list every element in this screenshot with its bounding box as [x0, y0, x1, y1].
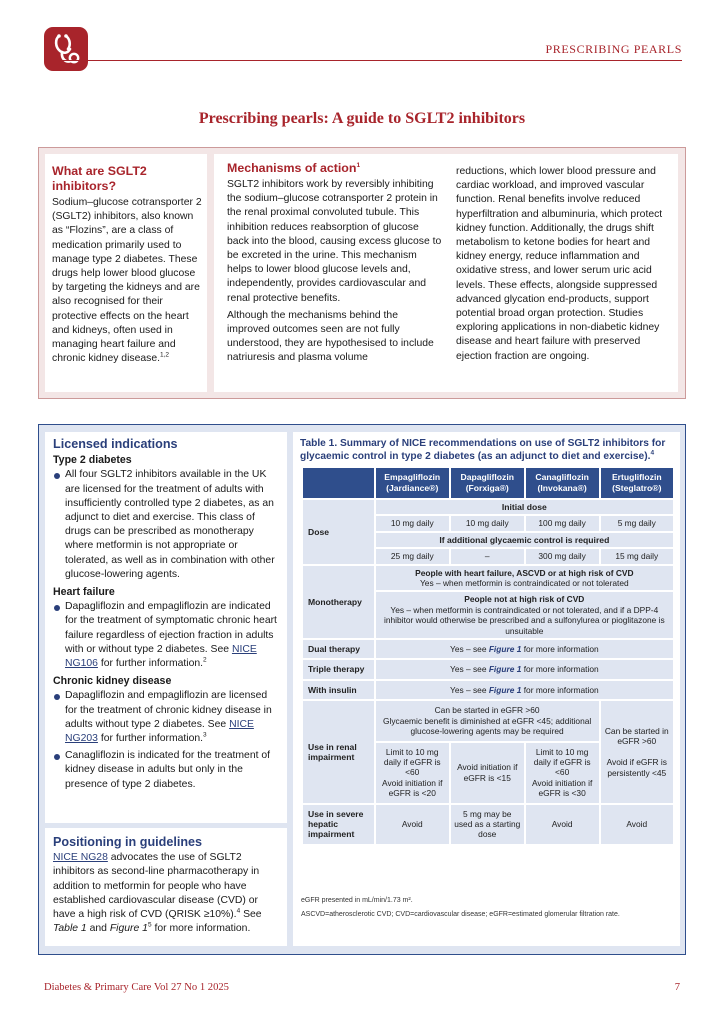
mechanisms-p2-right: reductions, which lower blood pressure and cardiac workload, and improved vascular function. Renal benefits involve reduced hyperfiltration and albuminuria, which protect kidney function. Additionally, the drugs shift metabolism to ketone bodies for heart and kidney energy, reduce inflammation and oxidative stress, and lower serum uric acid levels. These effects, alongside suppressed advanced glycation end-products, support potential broad organ protection. Studies exploring applications in non-diabetic kidney disease and heart failure with preserved ejection fraction are ongoing. [456, 166, 663, 362]
table-footnote-units: eGFR presented in mL/min/1.73 m². [301, 897, 413, 904]
column-header: Ertugliflozin (Steglatro®) [601, 468, 673, 498]
table-row [303, 566, 673, 591]
positioning-text: NICE NG28 advocates the use of SGLT2 inhibitors as second-line pharmacotherapy in addition to metformin for people who have established cardiovascular disease (CVD) or have a high risk of CVD (QRISK ≥10%).$^4$ See Table 1 and Figure $1^5$ for more information. [53, 852, 262, 935]
column-header: Canagliflozin (Invokana®) [526, 468, 599, 498]
mechanisms-text-right [456, 165, 672, 389]
nice-table [301, 466, 675, 846]
mechanisms-column-1 [227, 161, 443, 176]
nice-ng28-link[interactable]: NICE NG28 [53, 852, 108, 864]
table-cell: Can be started in eGFR >60 Glycaemic benefit is diminished at eGFR <45; additional glucose-lowering agents may be required [376, 701, 599, 740]
running-header: PRESCRIBING PEARLS [545, 42, 682, 56]
row-label-monotherapy: Monotherapy [303, 566, 374, 638]
bullet-icon [54, 754, 60, 760]
table-cell: Yes – see Figure 1 for more information [376, 660, 673, 678]
table-cell: 5 mg may be used as a starting dose [451, 805, 524, 844]
page-number: 7 [674, 982, 680, 993]
table-cell: Avoid [601, 805, 673, 844]
row-label-dose: Dose [303, 500, 374, 564]
table-cell: – [451, 549, 524, 563]
what-are-text: Sodium–glucose cotransporter 2 (SGLT2) inhibitors, also known as “Flozins”, are a class of medication primarily used to manage type 2 diabetes. These drugs help lower blood glucose by targeting the kidneys and are also recognised for their protective effects on the heart and kidneys, often used in managing heart failure and chronic kidney disease.$^{1,2}$ [52, 197, 202, 365]
journal-footer: Diabetes & Primary Care Vol 27 No 1 2025 [44, 982, 229, 993]
table-header-row [303, 468, 673, 498]
licensed-section [53, 437, 281, 795]
what-are-section [52, 164, 202, 366]
table-corner [303, 468, 374, 498]
table-cell: Limit to 10 mg daily if eGFR is <60 Avoid initiation if eGFR is <20 [376, 743, 449, 803]
row-label-hepatic: Use in severe hepatic impairment [303, 805, 374, 844]
column-header: Empagliflozin (Jardiance®) [376, 468, 449, 498]
list-item: Dapagliflozin and empagliflozin are licensed for the treatment of chronic kidney disease in adults without type 2 diabetes. See NICE NG203 for further information.$^3$ [53, 689, 281, 746]
table-cell: 10 mg daily [451, 516, 524, 530]
positioning-heading: Positioning in guidelines [53, 835, 203, 849]
table-row [303, 681, 673, 699]
table-row [303, 660, 673, 678]
header-divider [44, 60, 682, 61]
table-row [303, 805, 673, 844]
table-title: Table 1. Summary of NICE recommendations on use of SGLT2 inhibitors for glycaemic control in type 2 diabetes (as an adjunct to diet and exercise).$^4$ [300, 438, 666, 462]
nice-ng203-link[interactable]: NICE NG203 [65, 718, 254, 745]
bullet-icon [54, 694, 60, 700]
positioning-section [53, 835, 281, 936]
table-cell: Yes – see Figure 1 for more information [376, 640, 673, 658]
bullet-icon [54, 605, 60, 611]
ckd-list [53, 689, 281, 791]
nice-ng106-link[interactable]: NICE NG106 [65, 643, 257, 670]
table-cell: Can be started in eGFR >60 Avoid if eGFR is persistently <45 [601, 701, 673, 802]
additional-dose-label: If additional glycaemic control is required [376, 533, 673, 547]
table-cell: Avoid [376, 805, 449, 844]
mechanisms-p2-left: Although the mechanisms behind the improved outcomes seen are not fully understood, they are hypothesised to include natriuresis and plasma volume [227, 309, 434, 364]
table-footnote-abbreviations: ASCVD=atherosclerotic CVD; CVD=cardiovascular disease; eGFR=estimated glomerular filtration rate. [301, 911, 620, 918]
table-cell: Yes – see Figure 1 for more information [376, 681, 673, 699]
hf-list [53, 600, 281, 671]
list-item: All four SGLT2 inhibitors available in the UK are licensed for the treatment of adults with insufficiently controlled type 2 diabetes, as an adjunct to diet and exercise. This class of drugs can be prescribed as monotherapy where metformin is not appropriate or tolerated, as well as in combination with other glucose-lowering agents. [53, 468, 281, 582]
initial-dose-label: Initial dose [376, 500, 673, 514]
ckd-heading: Chronic kidney disease [53, 675, 172, 688]
mechanisms-text-left: SGLT2 inhibitors work by reversibly inhibiting the sodium–glucose cotransporter 2 protein in the renal proximal convoluted tubule. This inhibition reduces reabsorption of glucose back into the blood, causing excess glucose to be excreted in the urine. This mechanism helps to lower blood glucose levels and, independently, provides cardiovascular and renal protective benefits. Although the mechanisms behind the improved outcomes seen are not fully understood, they are hypothesised to include natriuresis and plasma volume [227, 178, 443, 389]
table-cell: 10 mg daily [376, 516, 449, 530]
table-cell: Avoid [526, 805, 599, 844]
t2d-list [53, 468, 281, 582]
bullet-icon [54, 473, 60, 479]
table-cell: 15 mg daily [601, 549, 673, 563]
table-cell: 100 mg daily [526, 516, 599, 530]
list-item: Canagliflozin is indicated for the treatment of kidney disease in adults but only in the presence of type 2 diabetes. [53, 749, 281, 792]
table-cell: 25 mg daily [376, 549, 449, 563]
row-label-triple: Triple therapy [303, 660, 374, 678]
table-row [303, 640, 673, 658]
article-title: Prescribing pearls: A guide to SGLT2 inhibitors [198, 110, 526, 127]
column-header: Dapagliflozin (Forxiga®) [451, 468, 524, 498]
row-label-dual: Dual therapy [303, 640, 374, 658]
list-item: Dapagliflozin and empagliflozin are indicated for the treatment of symptomatic chronic heart failure regardless of ejection fraction in adults with or without type 2 diabetes. See NICE NG106 for further information.$^2$ [53, 600, 281, 671]
table-cell: Limit to 10 mg daily if eGFR is <60 Avoid initiation if eGFR is <30 [526, 743, 599, 803]
row-label-renal: Use in renal impairment [303, 701, 374, 802]
t2d-heading: Type 2 diabetes [53, 454, 132, 467]
mechanisms-heading: Mechanisms of action$^1$ [227, 161, 361, 175]
table-cell: 5 mg daily [601, 516, 673, 530]
table-row [303, 500, 673, 514]
table-cell: People with heart failure, ASCVD or at high risk of CVD Yes – when metformin is contraindicated or not tolerated [376, 566, 673, 591]
what-are-heading: What are SGLT2 inhibitors? [52, 164, 147, 193]
table-row [303, 701, 673, 740]
hf-heading: Heart failure [53, 586, 115, 599]
table-cell: 300 mg daily [526, 549, 599, 563]
stethoscope-icon [44, 27, 88, 71]
table-cell: People not at high risk of CVD Yes – when metformin is contraindicated or not tolerated, and if a DPP-4 inhibitor would otherwise be prescribed and a sulfonylurea or pioglitazone is unsuitable [376, 592, 673, 638]
licensed-heading: Licensed indications [53, 437, 178, 451]
table-cell: Avoid initiation if eGFR is <15 [451, 743, 524, 803]
row-label-insulin: With insulin [303, 681, 374, 699]
